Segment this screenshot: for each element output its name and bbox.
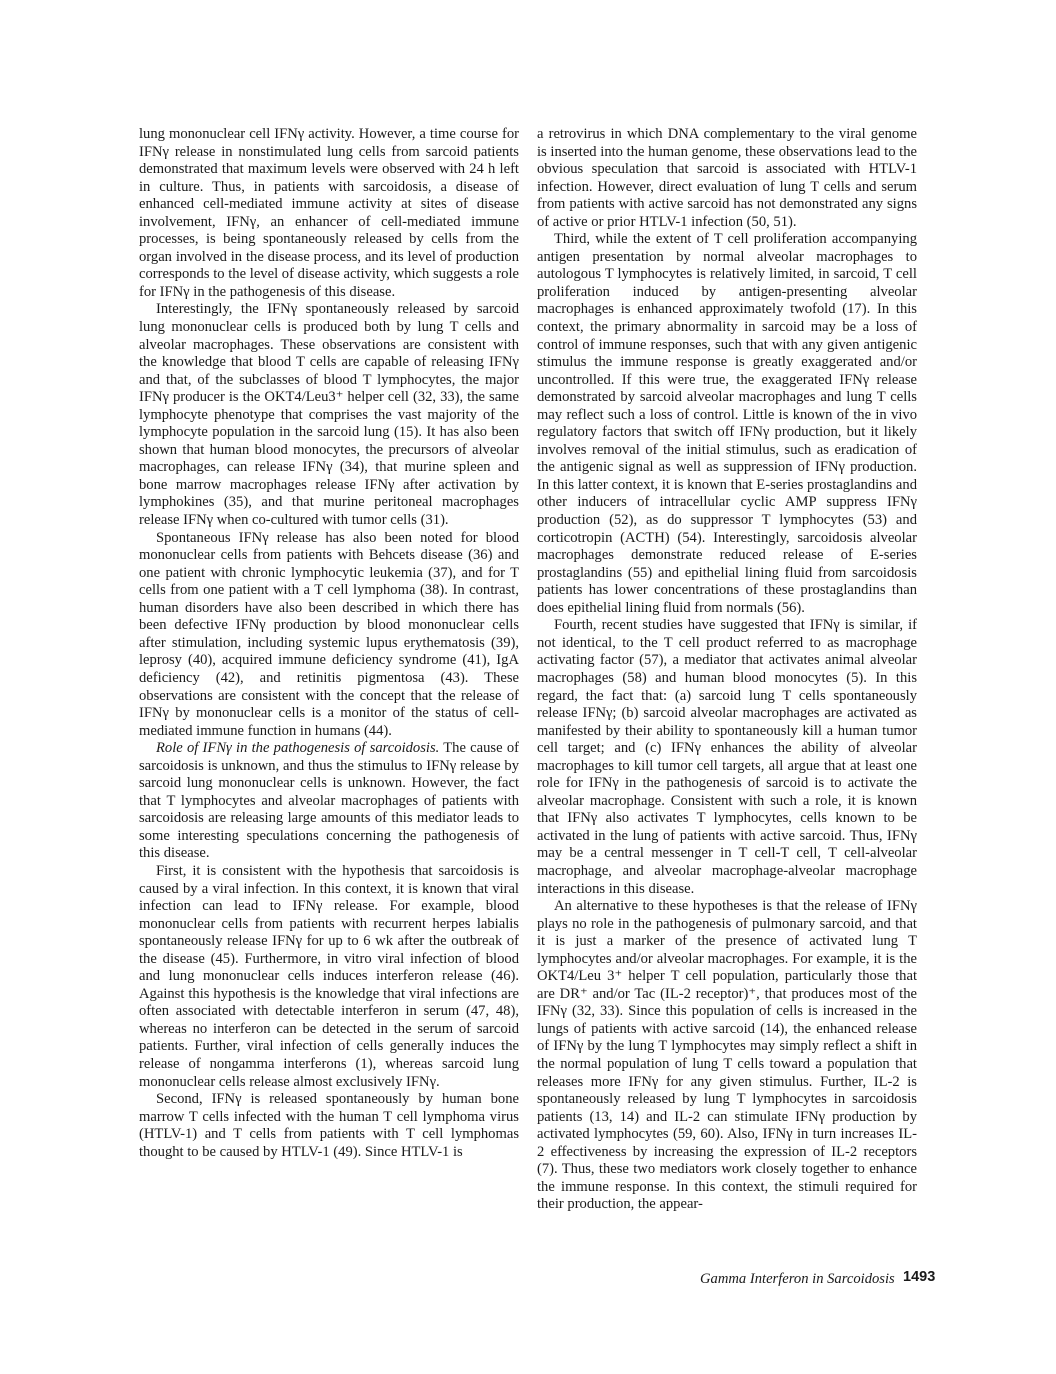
paragraph: First, it is consistent with the hypothesis that sarcoidosis is caused by a viral infection. In this context, it is known that viral infection can lead to IFNγ release. For example, blood mononuclear cells from patients with recurrent herpes labialis spontaneously release IFNγ for up to 6 wk after the outbreak of the disease (45). Furthermore, in vitro viral infection of blood and lung mononuclear cells induces interferon release (46). Against this hypothesis is the knowledge that viral infections are often associated with detectable interferon in serum (47, 48), whereas no interferon can be detected in the serum of sarcoid patients. Further, viral infection of cells generally induces the release of nongamma interferons (1), whereas sarcoid lung mononuclear cells release almost exclusively IFNγ. — [139, 862, 519, 1090]
left-column — [139, 126, 519, 1161]
paragraph: Interestingly, the IFNγ spontaneously released by sarcoid lung mononuclear cells is produced both by lung T cells and alveolar macrophages. These observations are consistent with the knowledge that blood T cells are capable of releasing IFNγ and that, of the subclasses of blood T lymphocytes, the major IFNγ producer is the OKT4/Leu3⁺ helper cell (32, 33), the same lymphocyte phenotype that comprises the vast majority of the lymphocyte population in the sarcoid lung (15). It has also been shown that human blood monocytes, the precursors of alveolar macrophages, can release IFNγ (34), that murine spleen and bone marrow macrophages release IFNγ after activation by lymphokines (35), and that murine peritoneal macrophages release IFNγ when co-cultured with tumor cells (31). — [139, 301, 519, 529]
paragraph: a retrovirus in which DNA complementary to the viral genome is inserted into the human genome, these observations lead to the obvious speculation that sarcoid is associated with HTLV-1 infection. However, direct evaluation of lung T cells and serum from patients with active sarcoid has not demonstrated any signs of active or prior HTLV-1 infection (50, 51). — [537, 126, 917, 230]
paragraph: Second, IFNγ is released spontaneously by human bone marrow T cells infected with the human T cell lymphoma virus (HTLV-1) and T cells from patients with T cell lymphomas thought to be caused by HTLV-1 (49). Since HTLV-1 is — [139, 1091, 519, 1160]
right-column — [537, 126, 917, 1214]
running-title: Gamma Interferon in Sarcoidosis — [700, 1271, 895, 1287]
paragraph: lung mononuclear cell IFNγ activity. However, a time course for IFNγ release in nonstimulated lung cells from sarcoid patients demonstrated that maximum levels were observed with 24 h left in culture. Thus, in patients with sarcoidosis, a disease of enhanced cell-mediated immune activity at sites of disease involvement, IFNγ, an enhancer of cell-mediated immune processes, is being spontaneously released by cells from the organ involved in the disease process, and its level of production corresponds to the level of disease activity, which suggests a role for IFNγ in the pathogenesis of this disease. — [139, 126, 519, 300]
page-number: 1493 — [903, 1269, 936, 1285]
paragraph-body: The cause of sarcoidosis is unknown, and thus the stimulus to IFNγ release by sarcoid lung mononuclear cells is unknown. However, the fact that T lymphocytes and alveolar macrophages of patients with sarcoidosis are releasing large amounts of this mediator leads to some interesting speculations concerning the pathogenesis of this disease. — [139, 740, 519, 862]
paragraph: Spontaneous IFNγ release has also been noted for blood mononuclear cells from patients with Behcets disease (36) and one patient with chronic lymphocytic leukemia (37), and for T cells from one patient with a T cell lymphoma (38). In contrast, human disorders have also been described in which there has been defective IFNγ production by blood mononuclear cells after stimulation, including systemic lupus erythematosis (39), leprosy (40), acquired immune deficiency syndrome (41), IgA deficiency (42), and retinitis pigmentosa (43). These observations are consistent with the concept that the release of IFNγ by mononuclear cells is a monitor of the status of cell-mediated immune function in humans (44). — [139, 529, 519, 739]
paragraph — [139, 740, 519, 863]
paragraph: Fourth, recent studies have suggested that IFNγ is similar, if not identical, to the T cell product referred to as macrophage activating factor (57), a mediator that activates animal alveolar macrophages (58) and human blood monocytes (5). In this regard, the fact that: (a) sarcoid lung T cells spontaneously release IFNγ; (b) sarcoid alveolar macrophages are activated as manifested by their ability to spontaneously kill a human tumor cell target; and (c) IFNγ enhances the ability of alveolar macrophages to kill tumor cell targets, all argue that at least one role for IFNγ in the pathogenesis of sarcoid is to activate the alveolar macrophage. Consistent with such a role, it is known that IFNγ also activates T lymphocytes, cells known to be activated in the lung of patients with active sarcoid. Thus, IFNγ may be a central messenger in T cell-T cell, T cell-alveolar macrophage, and alveolar macrophage-alveolar macrophage interactions in this disease. — [537, 617, 917, 897]
section-heading: Role of IFNγ in the pathogenesis of sarcoidosis. — [156, 740, 440, 757]
paragraph: Third, while the extent of T cell proliferation accompanying antigen presentation by normal alveolar macrophages to autologous T lymphocytes is relatively limited, in sarcoid, T cell proliferation induced by antigen-presenting alveolar macrophages is enhanced approximately twofold (17). In this context, the primary abnormality in sarcoid may be a loss of control of immune responses, such that with any given antigenic stimulus the immune response is greatly exaggerated and/or uncontrolled. If this were true, the exaggerated IFNγ release demonstrated by sarcoid alveolar macrophages and lung T cells may reflect such a loss of control. Little is known of the in vivo regulatory factors that switch off IFNγ production, but it likely involves removal of the initial stimulus, such as eradication of the antigenic signal as well as suppression of IFNγ production. In this latter context, it is known that E-series prostaglandins and other inducers of intracellular cyclic AMP suppress IFNγ production (52), as do suppressor T lymphocytes (53) and corticotropin (ACTH) (54). Interestingly, sarcoidosis alveolar macrophages demonstrate reduced release of E-series prostaglandins (55) and epithelial lining fluid from sarcoidosis patients has lower concentrations of these prostaglandins than does epithelial lining fluid from normals (56). — [537, 231, 917, 616]
paragraph: An alternative to these hypotheses is that the release of IFNγ plays no role in the pathogenesis of pulmonary sarcoid, and that it is just a marker of the presence of activated lung T lymphocytes and/or alveolar macrophages. For example, it is the OKT4/Leu 3⁺ helper T cell population, particularly those that are DR⁺ and/or Tac (IL-2 receptor)⁺, that produces most of the IFNγ (32, 33). Since this population of cells is increased in the lungs of patients with active sarcoid (14), the enhanced release of IFNγ by the lung T lymphocytes may simply reflect a shift in the normal population of lung T cells toward a population that releases more IFNγ for any given stimulus. Further, IL-2 is spontaneously released by lung T lymphocytes in sarcoidosis patients (13, 14) and IL-2 can stimulate IFNγ production by activated lymphocytes (59, 60). Also, IFNγ in turn increases IL-2 effectiveness by increasing the expression of IL-2 receptors (7). Thus, these two mediators work closely together to enhance the immune response. In this context, the stimuli required for their production, the appear- — [537, 898, 917, 1213]
